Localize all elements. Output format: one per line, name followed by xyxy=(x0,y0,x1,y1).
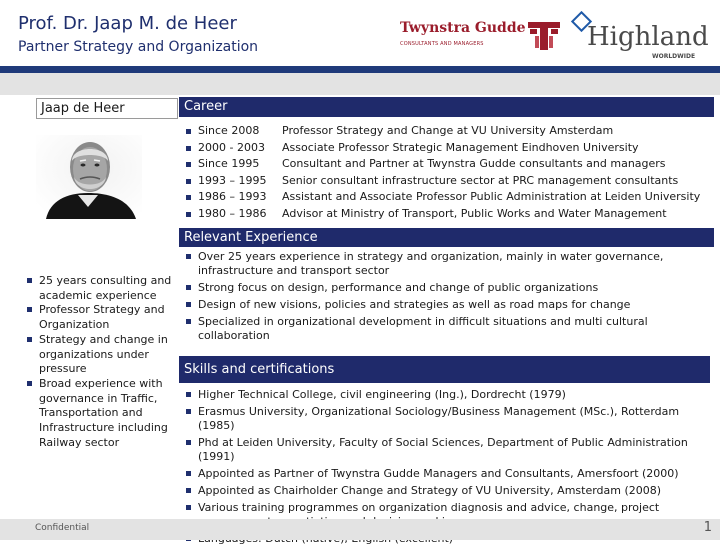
bullet-square-icon xyxy=(186,146,191,151)
career-row xyxy=(186,173,716,190)
career-date: Since 2008 xyxy=(198,124,260,137)
highland-logo xyxy=(570,12,720,62)
list-item: 25 years consulting and academic experience xyxy=(26,274,176,303)
career-row xyxy=(186,123,716,140)
twynstra-logo-name: Twynstra Gudde xyxy=(400,20,526,36)
footer-band xyxy=(0,519,720,540)
career-description: Consultant and Partner at Twynstra Gudde consultants and managers xyxy=(282,157,666,171)
highland-logo-tagline: WORLDWIDE xyxy=(652,53,696,60)
career-date: 1993 – 1995 xyxy=(198,173,267,187)
profile-highlights xyxy=(26,274,176,450)
career-date: 1980 – 1986 xyxy=(198,206,267,220)
career-row xyxy=(186,206,716,223)
career-row xyxy=(186,140,716,157)
career-row xyxy=(186,189,716,206)
header-rule xyxy=(0,66,720,73)
slide-subtitle: Partner Strategy and Organization xyxy=(18,39,259,55)
list-item: Specialized in organizational development in difficult situations and multi cultural collaboration xyxy=(186,315,706,343)
list-item: Various training programmes on organization diagnosis and advice, change, project xyxy=(186,501,710,529)
list-item: Over 25 years experience in strategy and organization, mainly in water governance, infrastructure and transport sector xyxy=(186,250,706,278)
career-date: 1986 – 1993 xyxy=(198,190,267,204)
list-item: Higher Technical College, civil engineering (Ing.), Dordrecht (1979) xyxy=(186,388,710,402)
list-item: Strategy and change in organizations under pressure xyxy=(26,333,176,377)
list-item: Broad experience with governance in Traffic, Transportation and Infrastructure including Railway sector xyxy=(26,377,176,451)
career-heading: Career xyxy=(179,97,714,117)
highland-logo-name: Highland xyxy=(587,22,709,52)
list-item: Professor Strategy and Organization xyxy=(26,303,176,332)
career-description: Assistant and Associate Professor Public Administration at Leiden University xyxy=(282,190,701,204)
twynstra-logo-tagline: CONSULTANTS AND MANAGERS xyxy=(400,41,484,47)
experience-list xyxy=(186,250,706,346)
career-list xyxy=(186,123,716,223)
career-description: Senior consultant infrastructure sector at PRC management consultants xyxy=(282,173,679,187)
profile-name-box: Jaap de Heer xyxy=(36,98,178,119)
experience-heading: Relevant Experience xyxy=(179,228,714,247)
bullet-square-icon xyxy=(186,195,191,200)
bullet-square-icon xyxy=(186,179,191,184)
career-description: Professor Strategy and Change at VU University Amsterdam xyxy=(282,124,614,137)
bullet-square-icon xyxy=(186,162,191,167)
list-item: Strong focus on design, performance and change of public organizations xyxy=(186,281,706,295)
portrait-photo xyxy=(36,135,142,219)
career-date: 2000 - 2003 xyxy=(198,140,265,154)
career-row xyxy=(186,156,716,173)
slide-title: Prof. Dr. Jaap M. de Heer xyxy=(18,13,237,34)
list-item: Appointed as Chairholder Change and Strategy of VU University, Amsterdam (2008) xyxy=(186,484,710,498)
page-number: 1 xyxy=(703,520,712,535)
list-item: Design of new visions, policies and strategies as well as road maps for change xyxy=(186,298,706,312)
bullet-square-icon xyxy=(186,129,191,134)
bullet-square-icon xyxy=(186,212,191,217)
career-date: Since 1995 xyxy=(198,157,260,171)
twynstra-gudde-logo xyxy=(400,20,526,47)
list-item: Erasmus University, Organizational Sociology/Business Management (MSc.), Rotterdam (1985) xyxy=(186,405,710,433)
skills-heading: Skills and certifications xyxy=(179,356,710,383)
header-grey-band xyxy=(0,73,720,95)
career-description: Advisor at Ministry of Transport, Public Works and Water Management xyxy=(282,206,667,220)
confidential-label: Confidential xyxy=(35,523,90,533)
list-item: Appointed as Partner of Twynstra Gudde Managers and Consultants, Amersfoort (2000) xyxy=(186,467,710,481)
list-item: Phd at Leiden University, Faculty of Social Sciences, Department of Public Administration (1991) xyxy=(186,436,710,464)
career-description: Associate Professor Strategic Management Eindhoven University xyxy=(282,140,639,154)
twynstra-emblem-icon xyxy=(526,20,562,52)
